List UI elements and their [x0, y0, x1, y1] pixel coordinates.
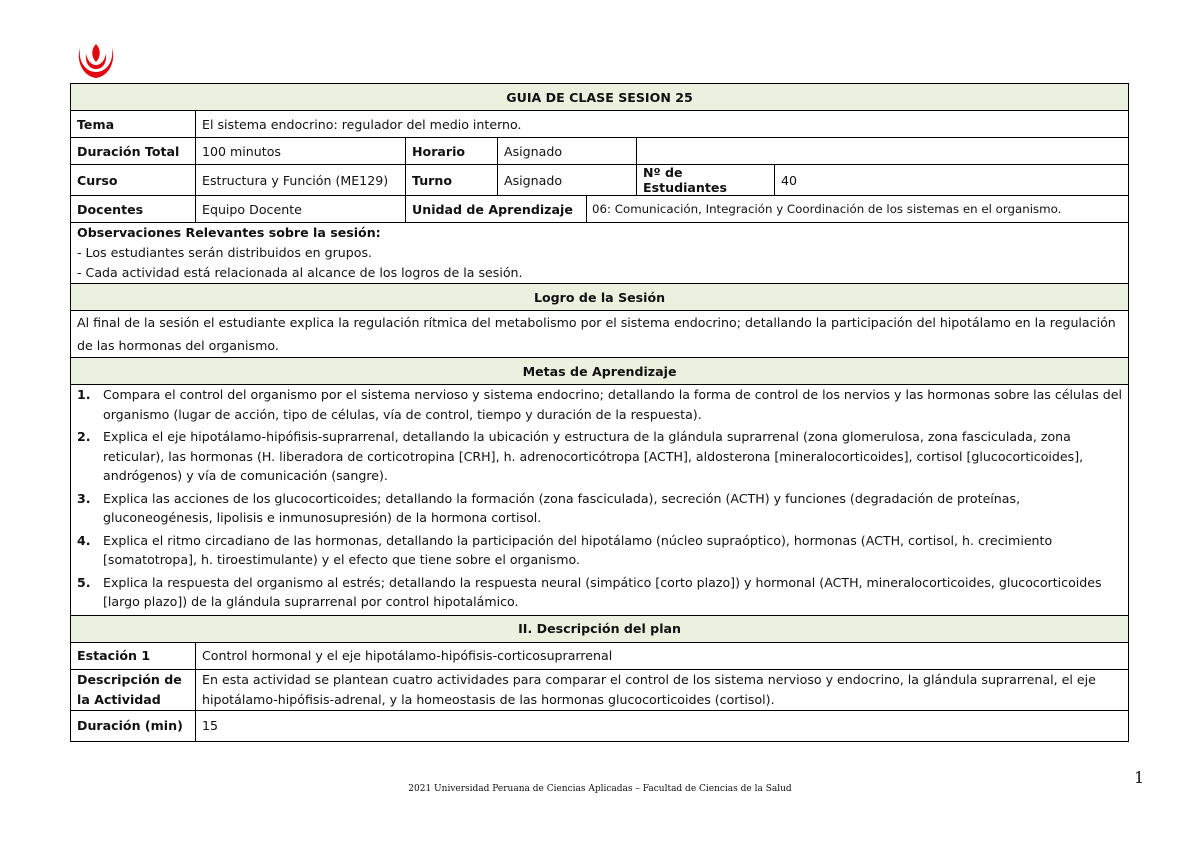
list-item-text: Explica las acciones de los glucocorticoides; detallando la formación (zona fasciculada), secreción (ACTH) y funciones (degradación de proteínas, gluconeogénesis, lipolisis e inmunosupresión) de la hormona cortisol.: [103, 490, 1021, 525]
logro-text: Al final de la sesión el estudiante explica la regulación rítmica del metabolismo por el sistema endocrino; detallando la participación del hipotálamo en la regulación de las hormonas del organismo.: [71, 311, 1129, 358]
turno-label: Turno: [406, 165, 498, 196]
estudiantes-value: 40: [775, 165, 1129, 196]
list-item: [77, 385, 1122, 424]
duracion-row: [71, 138, 1129, 165]
estacion-value: Control hormonal y el eje hipotálamo-hipófisis-corticosuprarrenal: [196, 642, 1129, 669]
tema-row: [71, 111, 1129, 138]
duracion-value: 100 minutos: [196, 138, 406, 165]
list-item: [77, 531, 1122, 570]
metas-row: [71, 385, 1129, 616]
metas-heading: Metas de Aprendizaje: [71, 358, 1129, 385]
descripcion-row: [71, 669, 1129, 710]
descripcion-label: Descripción de la Actividad: [71, 669, 196, 710]
unidad-label: Unidad de Aprendizaje: [406, 196, 587, 223]
list-item-number: 5.: [77, 574, 91, 590]
docentes-row: [71, 196, 1129, 223]
descripcion-value: En esta actividad se plantean cuatro actividades para comparar el control de los sistema nervioso y endocrino, la glándula suprarrenal, el eje hipotálamo-hipófisis-adrenal, y la homeostasis de las hormonas glucocorticoides (cortisol).: [196, 669, 1129, 710]
horario-label: Horario: [406, 138, 498, 165]
list-item: [77, 489, 1122, 528]
duracion-min-value: 15: [196, 710, 1129, 741]
empty-cell: [637, 138, 1129, 165]
docentes-value: Equipo Docente: [196, 196, 406, 223]
list-item: [77, 573, 1122, 612]
logro-heading: Logro de la Sesión: [71, 284, 1129, 311]
plan-heading: II. Descripción del plan: [71, 615, 1129, 642]
logro-row: [71, 311, 1129, 358]
estudiantes-label: Nº de Estudiantes: [637, 165, 775, 196]
estacion-row: [71, 642, 1129, 669]
list-item-number: 3.: [77, 490, 91, 506]
guide-title-row: [71, 84, 1129, 111]
metas-list: [77, 385, 1122, 612]
observaciones-heading: Observaciones Relevantes sobre la sesión:: [77, 225, 381, 240]
duracion-label: Duración Total: [71, 138, 196, 165]
list-item-number: 2.: [77, 429, 91, 444]
list-item-text: Explica el eje hipotálamo-hipófisis-suprarrenal, detallando la ubicación y estructura de la glándula suprarrenal (zona glomerulosa, zona fasciculada, zona reticular), las hormonas (H. liberadora de corticotropina [CRH], h. adrenocorticótropa [ACTH], aldosterona [mineralocorticoides], cortisol [glucocorticoides], andrógenos) y vía de comunicación (sangre).: [103, 429, 1084, 483]
duracion-min-label: Duración (min): [71, 710, 196, 741]
list-item-text: Explica la respuesta del organismo al estrés; detallando la respuesta neural (simpático [corto plazo]) y hormonal (ACTH, mineralocorticoides, glucocorticoides [largo plazo]) de la glándula suprarrenal por control hipotalámico.: [103, 574, 1102, 609]
estacion-label: Estación 1: [71, 642, 196, 669]
curso-label: Curso: [71, 165, 196, 196]
plan-heading-row: [71, 615, 1129, 642]
list-item-number: 1.: [77, 387, 91, 402]
observaciones-line: - Los estudiantes serán distribuidos en grupos.: [77, 245, 373, 260]
class-guide-table: [70, 83, 1129, 742]
curso-row: [71, 165, 1129, 196]
docentes-label: Docentes: [71, 196, 196, 223]
list-item-text: Explica el ritmo circadiano de las hormonas, detallando la participación del hipotálamo (núcleo supraóptico), hormonas (ACTH, cortisol, h. crecimiento [somatotropa], h. tiroestimulante) y el efecto que tiene sobre el organismo.: [103, 532, 1053, 567]
observaciones-row: [71, 223, 1129, 284]
list-item-text: Compara el control del organismo por el sistema nervioso y sistema endocrino; detallando la forma de control de los nervios y las hormonas sobre las células del organismo (lugar de acción, tipo de células, vía de control, tiempo y duración de la respuesta).: [103, 387, 1123, 422]
horario-value: Asignado: [498, 138, 637, 165]
duracion-min-row: [71, 710, 1129, 741]
logro-heading-row: [71, 284, 1129, 311]
page-number: 1: [1134, 768, 1145, 787]
turno-value: Asignado: [498, 165, 637, 196]
metas-heading-row: [71, 358, 1129, 385]
observaciones-line: - Cada actividad está relacionada al alcance de los logros de la sesión.: [77, 265, 523, 280]
curso-value: Estructura y Función (ME129): [196, 165, 406, 196]
upc-logo-icon: [72, 40, 120, 82]
tema-label: Tema: [71, 111, 196, 138]
list-item: [77, 427, 1122, 486]
page-footer: 2021 Universidad Peruana de Ciencias Aplicadas – Facultad de Ciencias de la Salud: [408, 784, 792, 794]
list-item-number: 4.: [77, 532, 91, 548]
unidad-value: 06: Comunicación, Integración y Coordinación de los sistemas en el organismo.: [587, 196, 1129, 223]
guide-title: GUIA DE CLASE SESION 25: [71, 84, 1129, 111]
tema-value: El sistema endocrino: regulador del medio interno.: [196, 111, 1129, 138]
